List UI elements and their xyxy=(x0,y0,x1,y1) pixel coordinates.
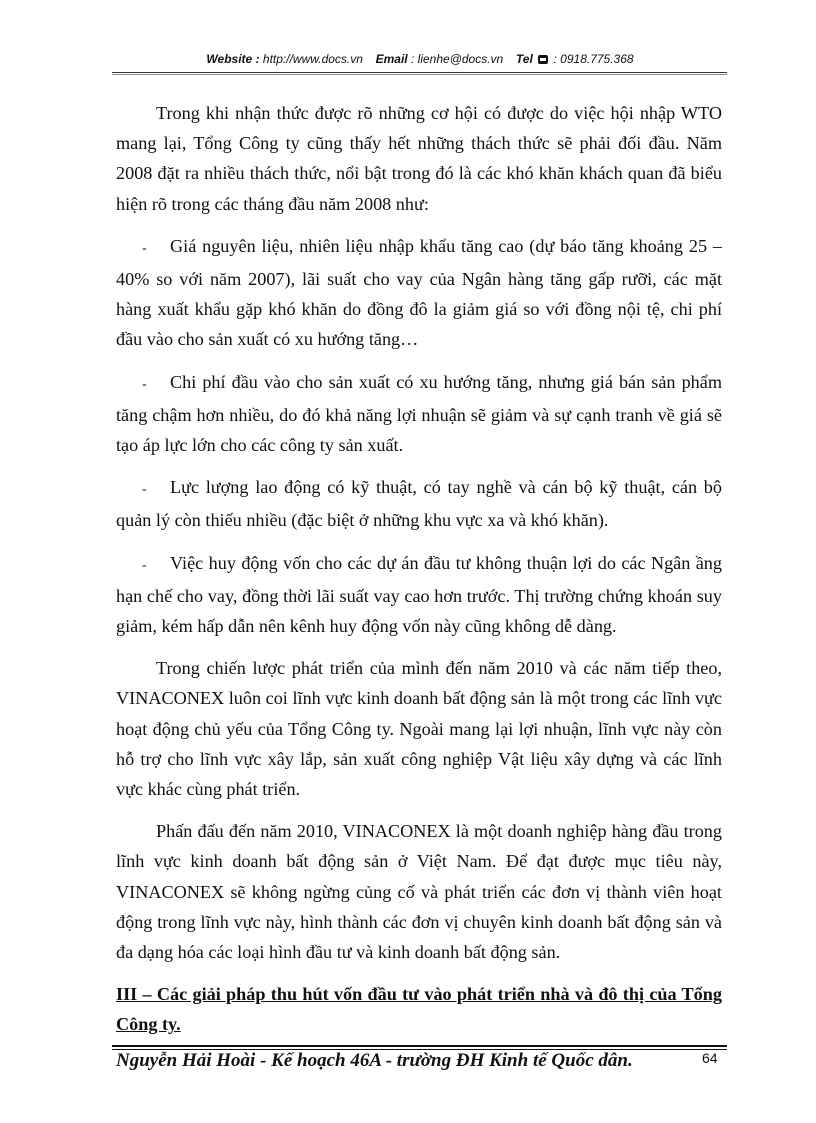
bullet-dash: - xyxy=(142,482,147,498)
bullet-text: Việc huy động vốn cho các dự án đầu tư không thuận lợi do các Ngân ầng hạn chế cho vay, đồng thời lãi suất vay cao hơn trước. Thị trường chứng khoán suy giảm, kém hấp dẫn nên kênh huy động vốn này cũng không dễ dàng. xyxy=(116,552,722,637)
page-header xyxy=(120,52,720,66)
website-value: http://www.docs.vn xyxy=(262,52,363,66)
phone-icon xyxy=(538,55,548,64)
bullet-text: Giá nguyên liệu, nhiên liệu nhập khẩu tăng cao (dự báo tăng khoảng 25 – 40% so với năm 2007), lãi suất cho vay của Ngân hàng tăng gấp rưỡi, các mặt hàng xuất khẩu gặp khó khăn do đồng đô la giảm giá so với đồng nội tệ, chi phí đầu vào cho sản xuất có xu hướng tăng… xyxy=(116,235,722,350)
bullet-text: Lực lượng lao động có kỹ thuật, có tay nghề và cán bộ kỹ thuật, cán bộ quản lý còn thiếu nhiều (đặc biệt ở những khu vực xa và khó khăn). xyxy=(116,477,722,531)
bullet-dash: - xyxy=(142,240,147,256)
bullet-item xyxy=(116,472,722,535)
body-content xyxy=(116,98,722,1052)
bullet-dash: - xyxy=(142,557,147,573)
header-divider-secondary xyxy=(112,74,727,75)
tel-label: Tel xyxy=(515,52,533,66)
intro-paragraph: Trong khi nhận thức được rõ những cơ hội có được do việc hội nhập WTO mang lại, Tổng Công ty cũng thấy hết những thách thức sẽ phải đối đầu. Năm 2008 đặt ra nhiều thách thức, nổi bật trong đó là các khó khăn khách quan đã biểu hiện rõ trong các tháng đầu năm 2008 như: xyxy=(116,103,722,214)
footer-author: Nguyễn Hải Hoài - Kế hoạch 46A - trường ĐH Kinh tế Quốc dân. xyxy=(116,1050,633,1071)
bullet-item xyxy=(116,231,722,355)
website-label: Website : xyxy=(206,52,260,66)
bullet-item xyxy=(116,548,722,642)
tel-value: : 0918.775.368 xyxy=(553,52,634,66)
email-label: Email xyxy=(375,52,408,66)
section-heading: III – Các giải pháp thu hút vốn đầu tư vào phát triển nhà và đô thị của Tổng Công ty. xyxy=(116,984,722,1035)
footer-divider xyxy=(112,1045,727,1047)
header-divider xyxy=(112,72,727,73)
bullet-item xyxy=(116,367,722,461)
page-number: 64 xyxy=(702,1050,718,1066)
bullet-dash: - xyxy=(142,376,147,392)
goal-paragraph: Phấn đấu đến năm 2010, VINACONEX là một doanh nghiệp hàng đầu trong lĩnh vực kinh doanh bất động sản ở Việt Nam. Để đạt được mục tiêu này, VINACONEX sẽ không ngừng củng cố và phát triển các đơn vị thành viên hoạt động trong lĩnh vực này, hình thành các đơn vị chuyên kinh doanh bất động sản và đa dạng hóa các loại hình đầu tư và kinh doanh bất động sản. xyxy=(116,821,722,963)
bullet-text: Chi phí đầu vào cho sản xuất có xu hướng tăng, nhưng giá bán sản phẩm tăng chậm hơn nhiều, do đó khả năng lợi nhuận sẽ giảm và sự cạnh tranh về giá sẽ tạo áp lực lớn cho các công ty sản xuất. xyxy=(116,371,722,456)
strategy-paragraph: Trong chiến lược phát triển của mình đến năm 2010 và các năm tiếp theo, VINACONEX luôn coi lĩnh vực kinh doanh bất động sản là một trong các lĩnh vực hoạt động chủ yếu của Tổng Công ty. Ngoài mang lại lợi nhuận, lĩnh vực này còn hỗ trợ cho lĩnh vực xây lắp, sản xuất công nghiệp Vật liệu xây dựng và các lĩnh vực khác cùng phát triển. xyxy=(116,658,722,800)
email-value: : lienhe@docs.vn xyxy=(410,52,504,66)
